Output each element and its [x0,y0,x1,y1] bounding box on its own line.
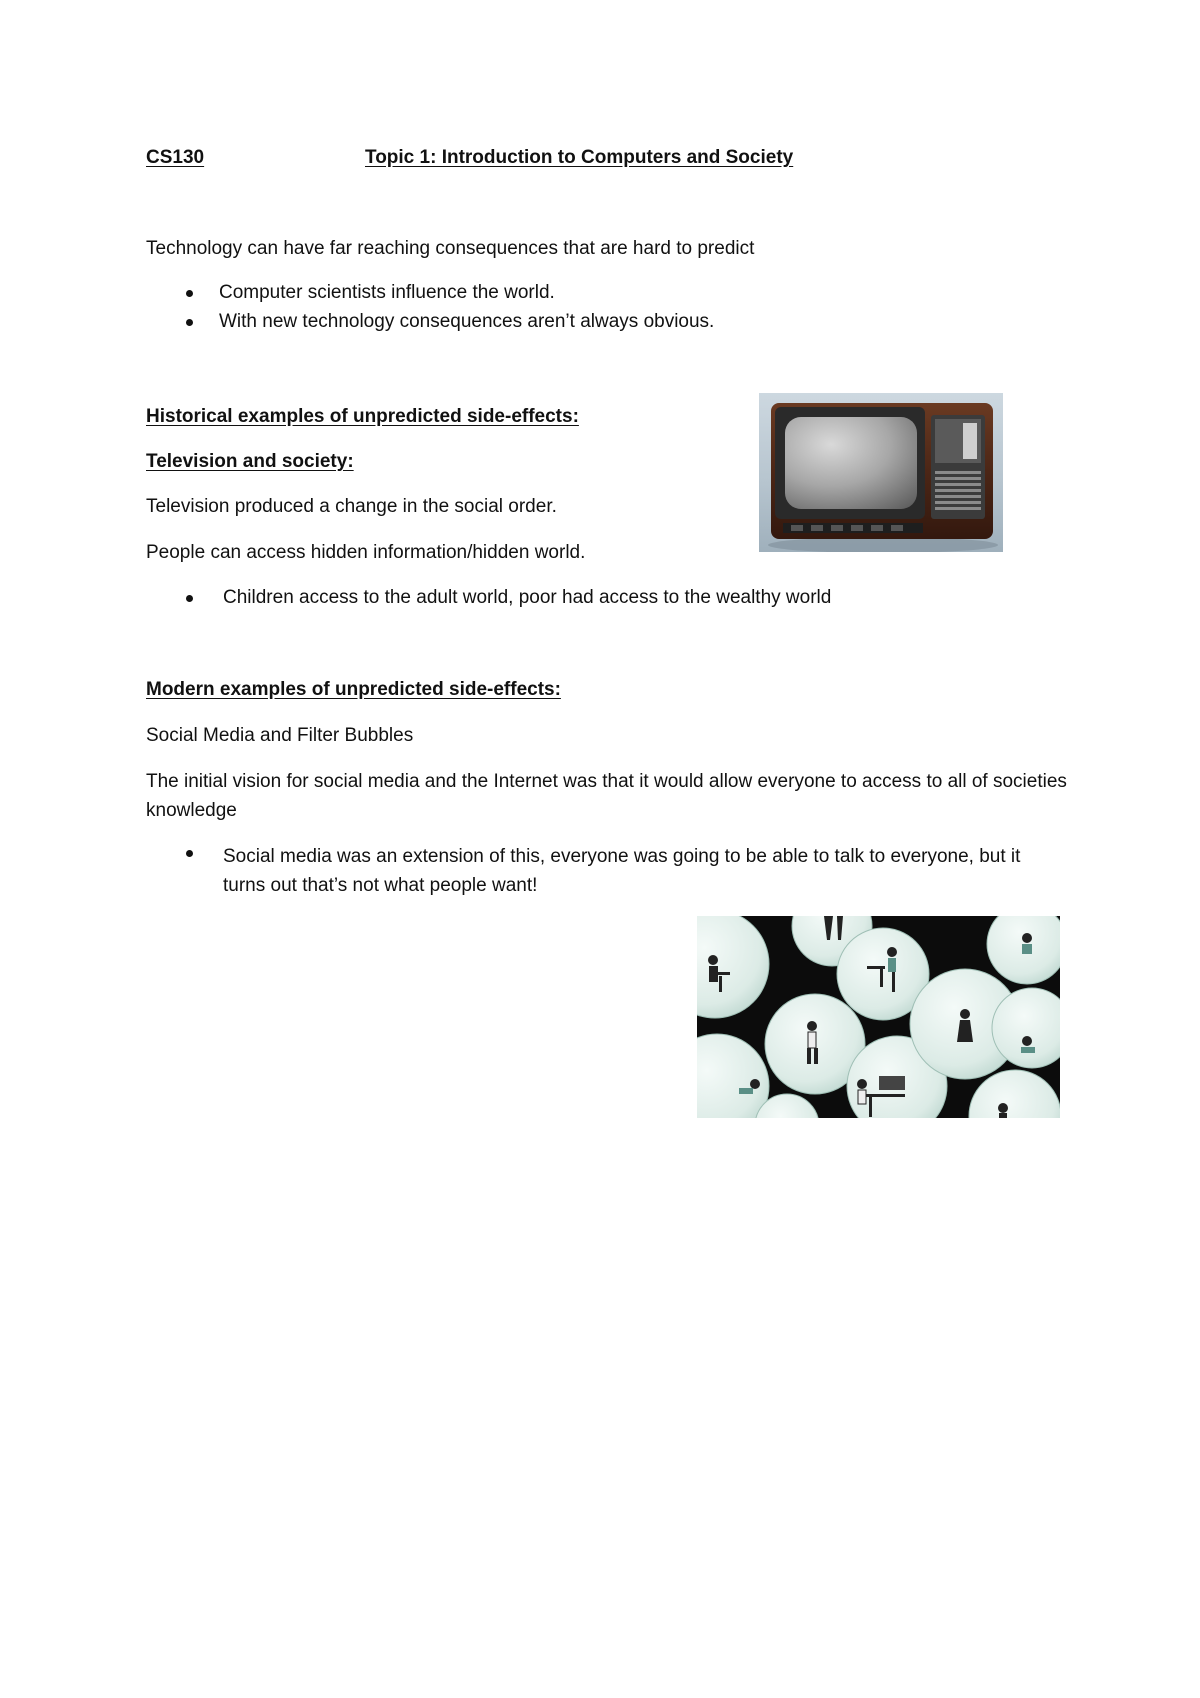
filter-bubbles-image [697,916,1060,1118]
television-image [759,393,1003,552]
page-title: Topic 1: Introduction to Computers and Society [365,147,794,168]
modern-bullet: Social media was an extension of this, everyone was going to be able to talk to everyone, but it turns out that’s not what people want! [223,846,1021,896]
television-icon [759,393,1003,552]
bullet-marker [186,595,193,602]
course-code: CS130 [146,147,205,168]
intro-bullet: With new technology consequences aren’t always obvious. [219,311,715,332]
bullet-marker [186,850,193,857]
television-subheading: Television and society: [146,451,354,472]
historical-line: Television produced a change in the social order. [146,496,557,517]
modern-heading: Modern examples of unpredicted side-effects: [146,679,561,700]
filter-bubbles-icon [697,916,1060,1118]
historical-heading: Historical examples of unpredicted side-effects: [146,406,579,427]
bullet-marker [186,290,193,297]
historical-bullet: Children access to the adult world, poor had access to the wealthy world [223,587,832,608]
historical-line: People can access hidden information/hidden world. [146,542,586,563]
intro-lead: Technology can have far reaching consequences that are hard to predict [146,238,755,259]
intro-bullet: Computer scientists influence the world. [219,282,555,303]
modern-subheading: Social Media and Filter Bubbles [146,725,414,746]
modern-paragraph: The initial vision for social media and the Internet was that it would allow everyone to access to all of societies knowledge [146,771,1067,821]
bullet-marker [186,319,193,326]
